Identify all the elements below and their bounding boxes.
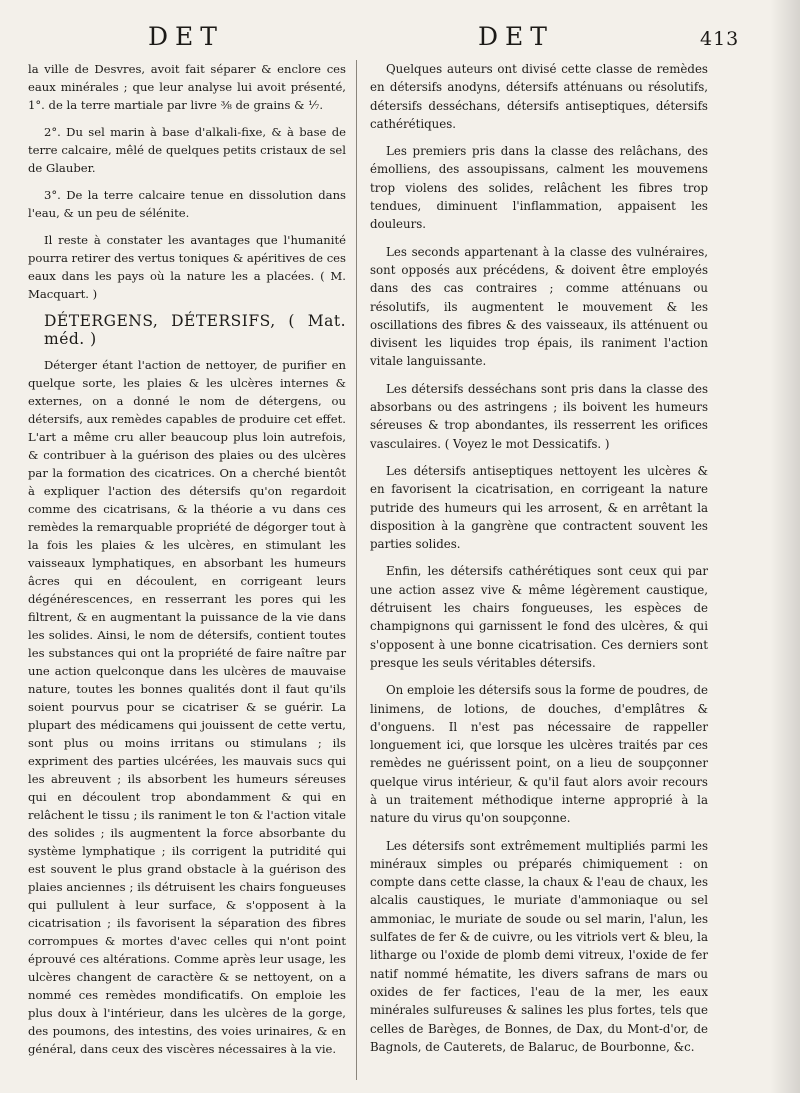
paragraph: Enfin, les détersifs cathérétiques sont ceux qui par une action assez vive & même légèrement caustique, détruisent les chairs fongueuses, les espèces de champignons qui garnissent le fond des ulcères, & qui s'opposent à une bonne cicatrisation. Ces derniers sont presque les seuls véritables détersifs. (370, 564, 708, 670)
left-running-title: DET (148, 22, 224, 51)
paragraph: On emploie les détersifs sous la forme de poudres, de linimens, de lotions, de douches, d'emplâtres & d'onguens. Il n'est pas nécessaire de rappeller longuement ici, que lorsque les ulcères traités par ces remèdes ne guérissent point, on a lieu de soupçonner quelque virus intérieur, & qu'il faut alors avoir recours à un traitement méthodique interne approprié à la nature du virus qu'on soupçonne. (370, 683, 708, 826)
paragraph: Les détersifs desséchans sont pris dans la classe des absorbans ou des astringens ; ils boivent les humeurs séreuses & trop abondantes, ils resserrent les orifices vasculaires. ( Voyez le mot Dessicatifs. ) (370, 381, 708, 451)
paragraph: 2°. Du sel marin à base d'alkali-fixe, & à base de terre calcaire, mêlé de quelques petits cristaux de sel de Glauber. (28, 125, 346, 175)
paragraph: Quelques auteurs ont divisé cette classe de remèdes en détersifs anodyns, détersifs atténuans ou résolutifs, détersifs desséchans, détersifs antiseptiques, détersifs cathérétiques. (370, 62, 708, 131)
right-running-title: DET (478, 22, 554, 51)
paragraph: Les premiers pris dans la classe des relâchans, des émolliens, des assoupissans, calment les mouvemens trop violens des solides, relâchent les fibres trop tendues, diminuent l'inflammation, appaisent les douleurs. (370, 144, 708, 232)
page-number: 413 (700, 28, 740, 50)
paragraph: la ville de Desvres, avoit fait séparer & enclore ces eaux minérales ; que leur analyse lui avoit présenté, 1°. de la terre martiale par livre ⅜ de grains & ⅐. (28, 62, 346, 112)
right-column (370, 60, 708, 1065)
paragraph: Les seconds appartenant à la classe des vulnéraires, sont opposés aux précédens, & doivent être employés dans des cas contraires ; comme atténuans ou résolutifs, ils augmentent le mouvement & les oscillations des fibres & des vaisseaux, ils atténuent ou divisent les liquides trop épais, ils raniment l'action vitale languissante. (370, 244, 708, 369)
paragraph: Il reste à constater les avantages que l'humanité pourra retirer des vertus toniques & apéritives de ces eaux dans les pays où la nature les a placées. ( M. Macquart. ) (28, 233, 346, 301)
paragraph: Les détersifs sont extrêmement multipliés parmi les minéraux simples ou préparés chimiquement : on compte dans cette classe, la chaux & l'eau de chaux, les alcalis caustiques, le muriate d'ammoniaque ou sel ammoniac, le muriate de soude ou sel marin, l'alun, les sulfates de fer & de cuivre, ou les vitriols vert & bleu, la litharge ou l'oxide de plomb demi vitreux, l'oxide de fer natif nommé hématite, les divers safrans de mars ou oxides de fer factices, l'eau de la mer, les eaux minérales sulfureuses & salines les plus fortes, tels que celles de Barèges, de Bonnes, de Dax, du Mont-d'or, de Bagnols, de Cauterets, de Balaruc, de Bourbonne, &c. (370, 838, 708, 1054)
page-edge-shadow (770, 0, 800, 1093)
paragraph: Déterger étant l'action de nettoyer, de purifier en quelque sorte, les plaies & les ulcères internes & externes, on a donné le nom de détergens, ou détersifs, aux remèdes capables de produire cet effet. L'art a même cru aller beaucoup plus loin autrefois, & contribuer à la guérison des plaies ou des ulcères par la formation des cicatrices. On a cherché bientôt à expliquer l'action des détersifs qu'on regardoit comme des cicatrisans, & la théorie a vu dans ces remèdes la remarquable propriété de dégorger tout à la fois les plaies & les ulcères, en stimulant les vaisseaux lymphatiques, en absorbant les humeurs âcres qui en découlent, en corrigeant leurs dégénérescences, en resserrant les pores qui les filtrent, & en augmentant la puissance de la vie dans les solides. Ainsi, le nom de détersifs, contient toutes les substances qui ont la propriété de faire naître par une action quelconque dans les ulcères de mauvaise nature, toutes les bonnes qualités dont il faut qu'ils soient pourvus pour se cicatriser & se guérir. La plupart des médicamens qui jouissent de cette vertu, sont plus ou moins irritans ou stimulans ; ils expriment des parties ulcérées, les mauvais sucs qui les abreuvent ; ils absorbent les humeurs séreuses qui en découlent trop abondamment & qui en relâchent le tissu ; ils raniment le ton & l'action vitale des solides ; ils augmentent la force absorbante du système lymphatique ; ils corrigent la putridité qui est souvent le plus grand obstacle à la guérison des plaies anciennes ; ils détruisent les chairs fongueuses qui pullulent à leur surface, & s'opposent à la cicatrisation ; ils favorisent la séparation des fibres corrompues & mortes d'avec celles qui n'ont point éprouvé ces altérations. Comme après leur usage, les ulcères changent de caractère & se nettoyent, on a nommé ces remèdes mondificatifs. On emploie les plus doux à l'intérieur, dans les ulcères de la gorge, des poumons, des intestins, des voies urinaires, & en général, dans ceux des viscères nécessaires à la vie. (28, 358, 346, 1056)
running-header (0, 22, 800, 62)
article-heading: DÉTERGENS, DÉTERSIFS, ( Mat. méd. ) (44, 312, 346, 348)
paragraph: Les détersifs antiseptiques nettoyent les ulcères & en favorisent la cicatrisation, en corrigeant la nature putride des humeurs qui les arrosent, & en arrêtant la disposition à la gangrène que contractent souvent les parties solides. (370, 463, 708, 552)
paragraph: 3°. De la terre calcaire tenue en dissolution dans l'eau, & un peu de sélénite. (28, 188, 346, 220)
column-divider (356, 60, 357, 1080)
left-column (28, 60, 346, 1067)
